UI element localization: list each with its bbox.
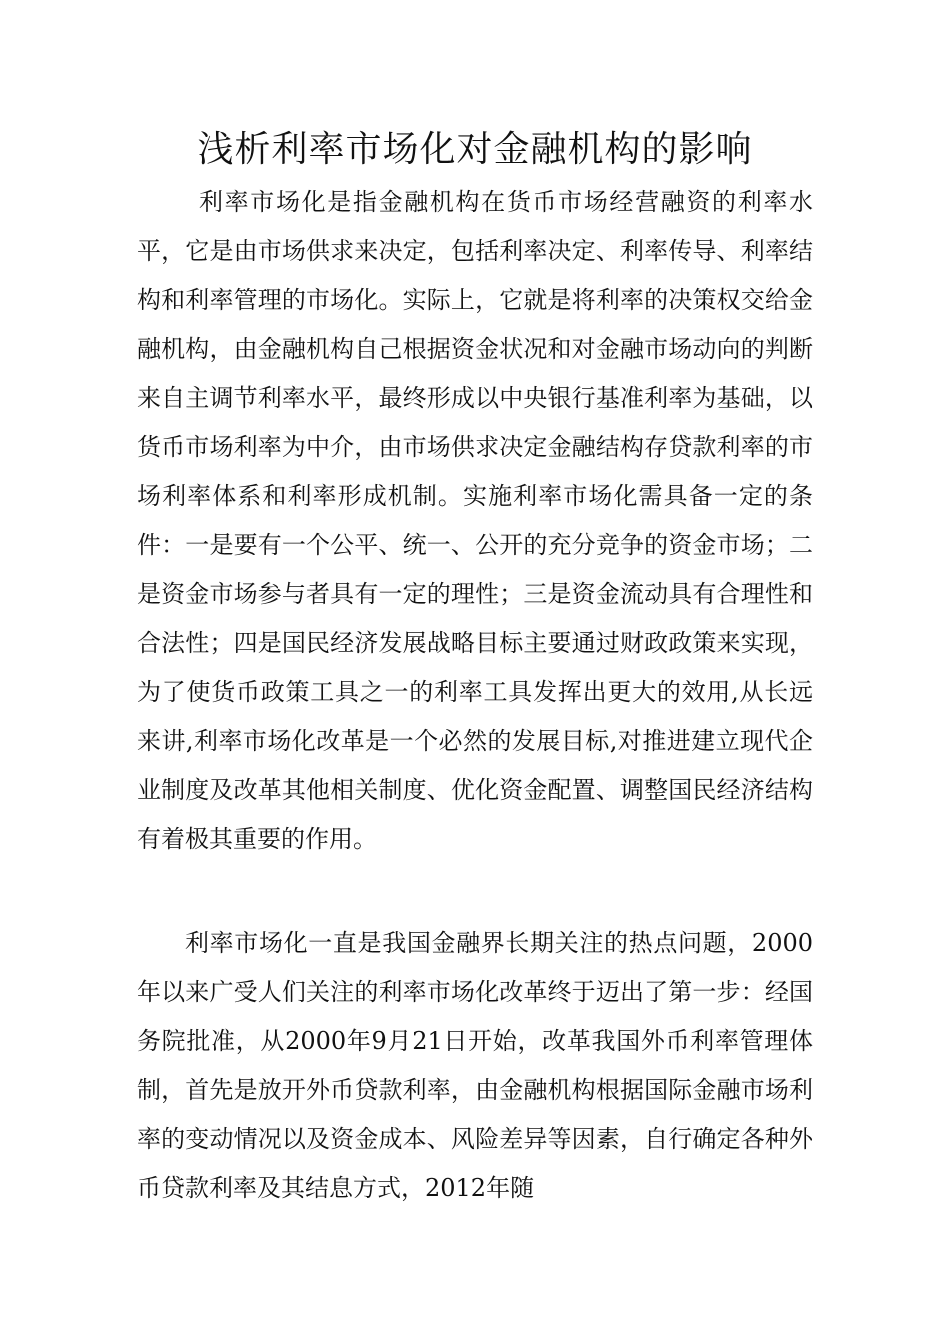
paragraph-2: 利率市场化一直是我国金融界长期关注的热点问题，2000年以来广受人们关注的利率市场化改革终于迈出了第一步：经国务院批准，从2000年9月21日开始，改革我国外币利率管理体制，首先是放开外币贷款利率，由金融机构根据国际金融市场利率的变动情况以及资金成本、风险差异等因素，自行确定各种外币贷款利率及其结息方式，2012年随 — [137, 929, 813, 1202]
paragraph-1: 利率市场化是指金融机构在货币市场经营融资的利率水平，它是由市场供求来决定，包括利率决定、利率传导、利率结构和利率管理的市场化。实际上，它就是将利率的决策权交给金融机构，由金融机构自己根据资金状况和对金融市场动向的判断来自主调节利率水平，最终形成以中央银行基准利率为基础，以货币市场利率为中介，由市场供求决定金融结构存贷款利率的市场利率体系和利率形成机制。实施利率市场化需具备一定的条件：一是要有一个公平、统一、公开的充分竞争的资金市场；二是资金市场参与者具有一定的理性；三是资金流动具有合理性和合法性；四是国民经济发展战略目标主要通过财政政策来实现，为了使货币政策工具之一的利率工具发挥出更大的效用,从长远来讲,利率市场化改革是一个必然的发展目标,对推进建立现代企业制度及改革其他相关制度、优化资金配置、调整国民经济结构有着极其重要的作用。 — [137, 188, 813, 853]
document-title: 浅析利率市场化对金融机构的影响 — [197, 129, 753, 170]
